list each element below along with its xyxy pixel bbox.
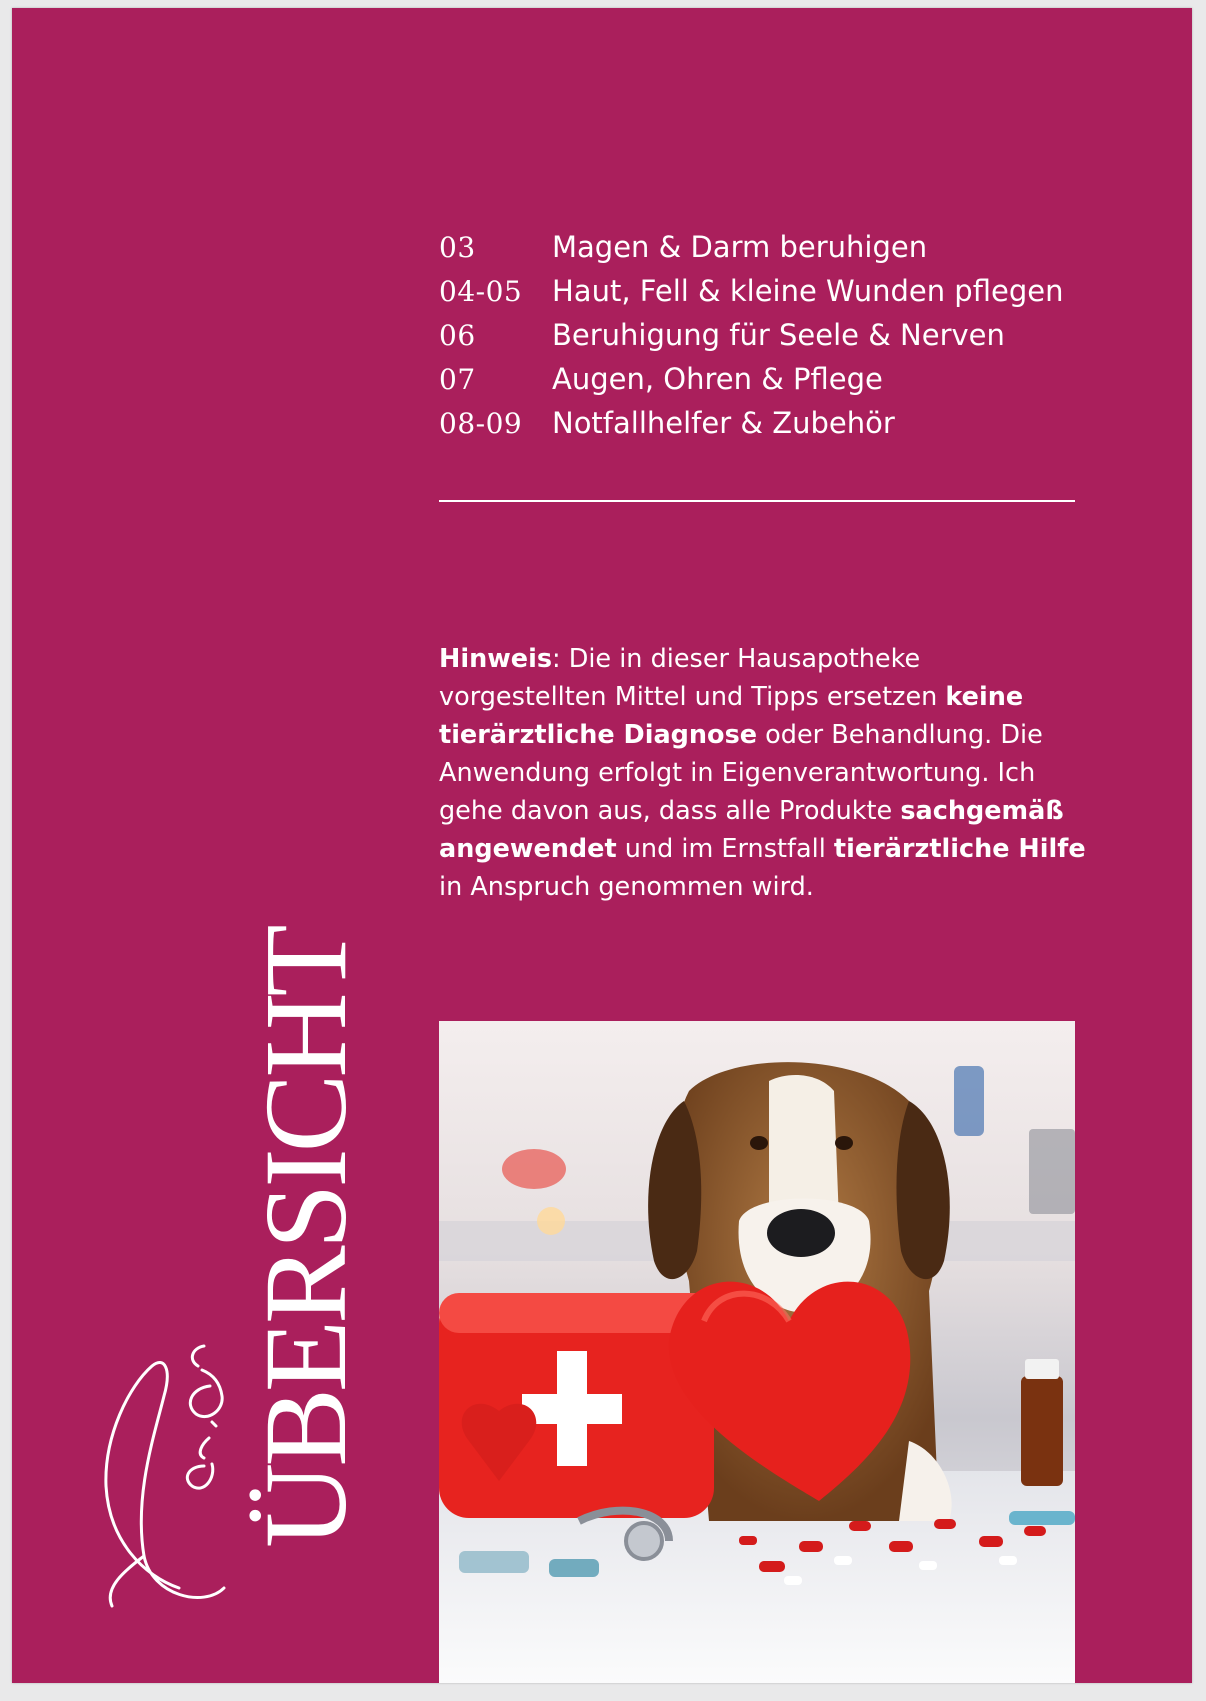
- toc-page-number: 07: [439, 363, 476, 396]
- notice-text: in Anspruch genommen wird.: [439, 871, 814, 902]
- toc-row: [439, 230, 1079, 274]
- toc-entry-title: Beruhigung für Seele & Nerven: [552, 318, 1005, 352]
- toc-row: [439, 406, 1079, 450]
- table-of-contents: [439, 230, 1079, 450]
- notice-emphasis: tierärztliche Hilfe: [833, 833, 1086, 864]
- notice-text: und im Ernstfall: [616, 833, 834, 864]
- page-title-vertical: ÜBERSICHT: [240, 928, 371, 1548]
- script-title-deine: [84, 1326, 244, 1626]
- toc-page-number: 06: [439, 319, 476, 352]
- disclaimer-notice: [439, 640, 1089, 906]
- toc-page-number: 03: [439, 231, 476, 264]
- notice-text: : Die in dieser Hausapotheke vorgestellten Mittel und Tipps ersetzen: [439, 643, 946, 712]
- divider-line: [439, 500, 1075, 502]
- toc-row: [439, 318, 1079, 362]
- notice-emphasis: sachgemäß angewendet: [439, 795, 1064, 864]
- notice-text: oder Behandlung. Die Anwendung erfolgt in Eigenverantwortung. Ich gehe davon aus, dass alle Produkte: [439, 719, 1043, 826]
- toc-entry-title: Haut, Fell & kleine Wunden pflegen: [552, 274, 1064, 308]
- dog-first-aid-photo: [439, 1021, 1075, 1683]
- toc-row: [439, 362, 1079, 406]
- page: [12, 8, 1192, 1683]
- toc-entry-title: Augen, Ohren & Pflege: [552, 362, 883, 396]
- notice-label: Hinweis: [439, 643, 553, 674]
- toc-page-number: 08-09: [439, 407, 523, 440]
- toc-page-number: 04-05: [439, 275, 523, 308]
- toc-entry-title: Magen & Darm beruhigen: [552, 230, 928, 264]
- toc-row: [439, 274, 1079, 318]
- toc-entry-title: Notfallhelfer & Zubehör: [552, 406, 895, 440]
- notice-emphasis: keine tierärztliche Diagnose: [439, 681, 1024, 750]
